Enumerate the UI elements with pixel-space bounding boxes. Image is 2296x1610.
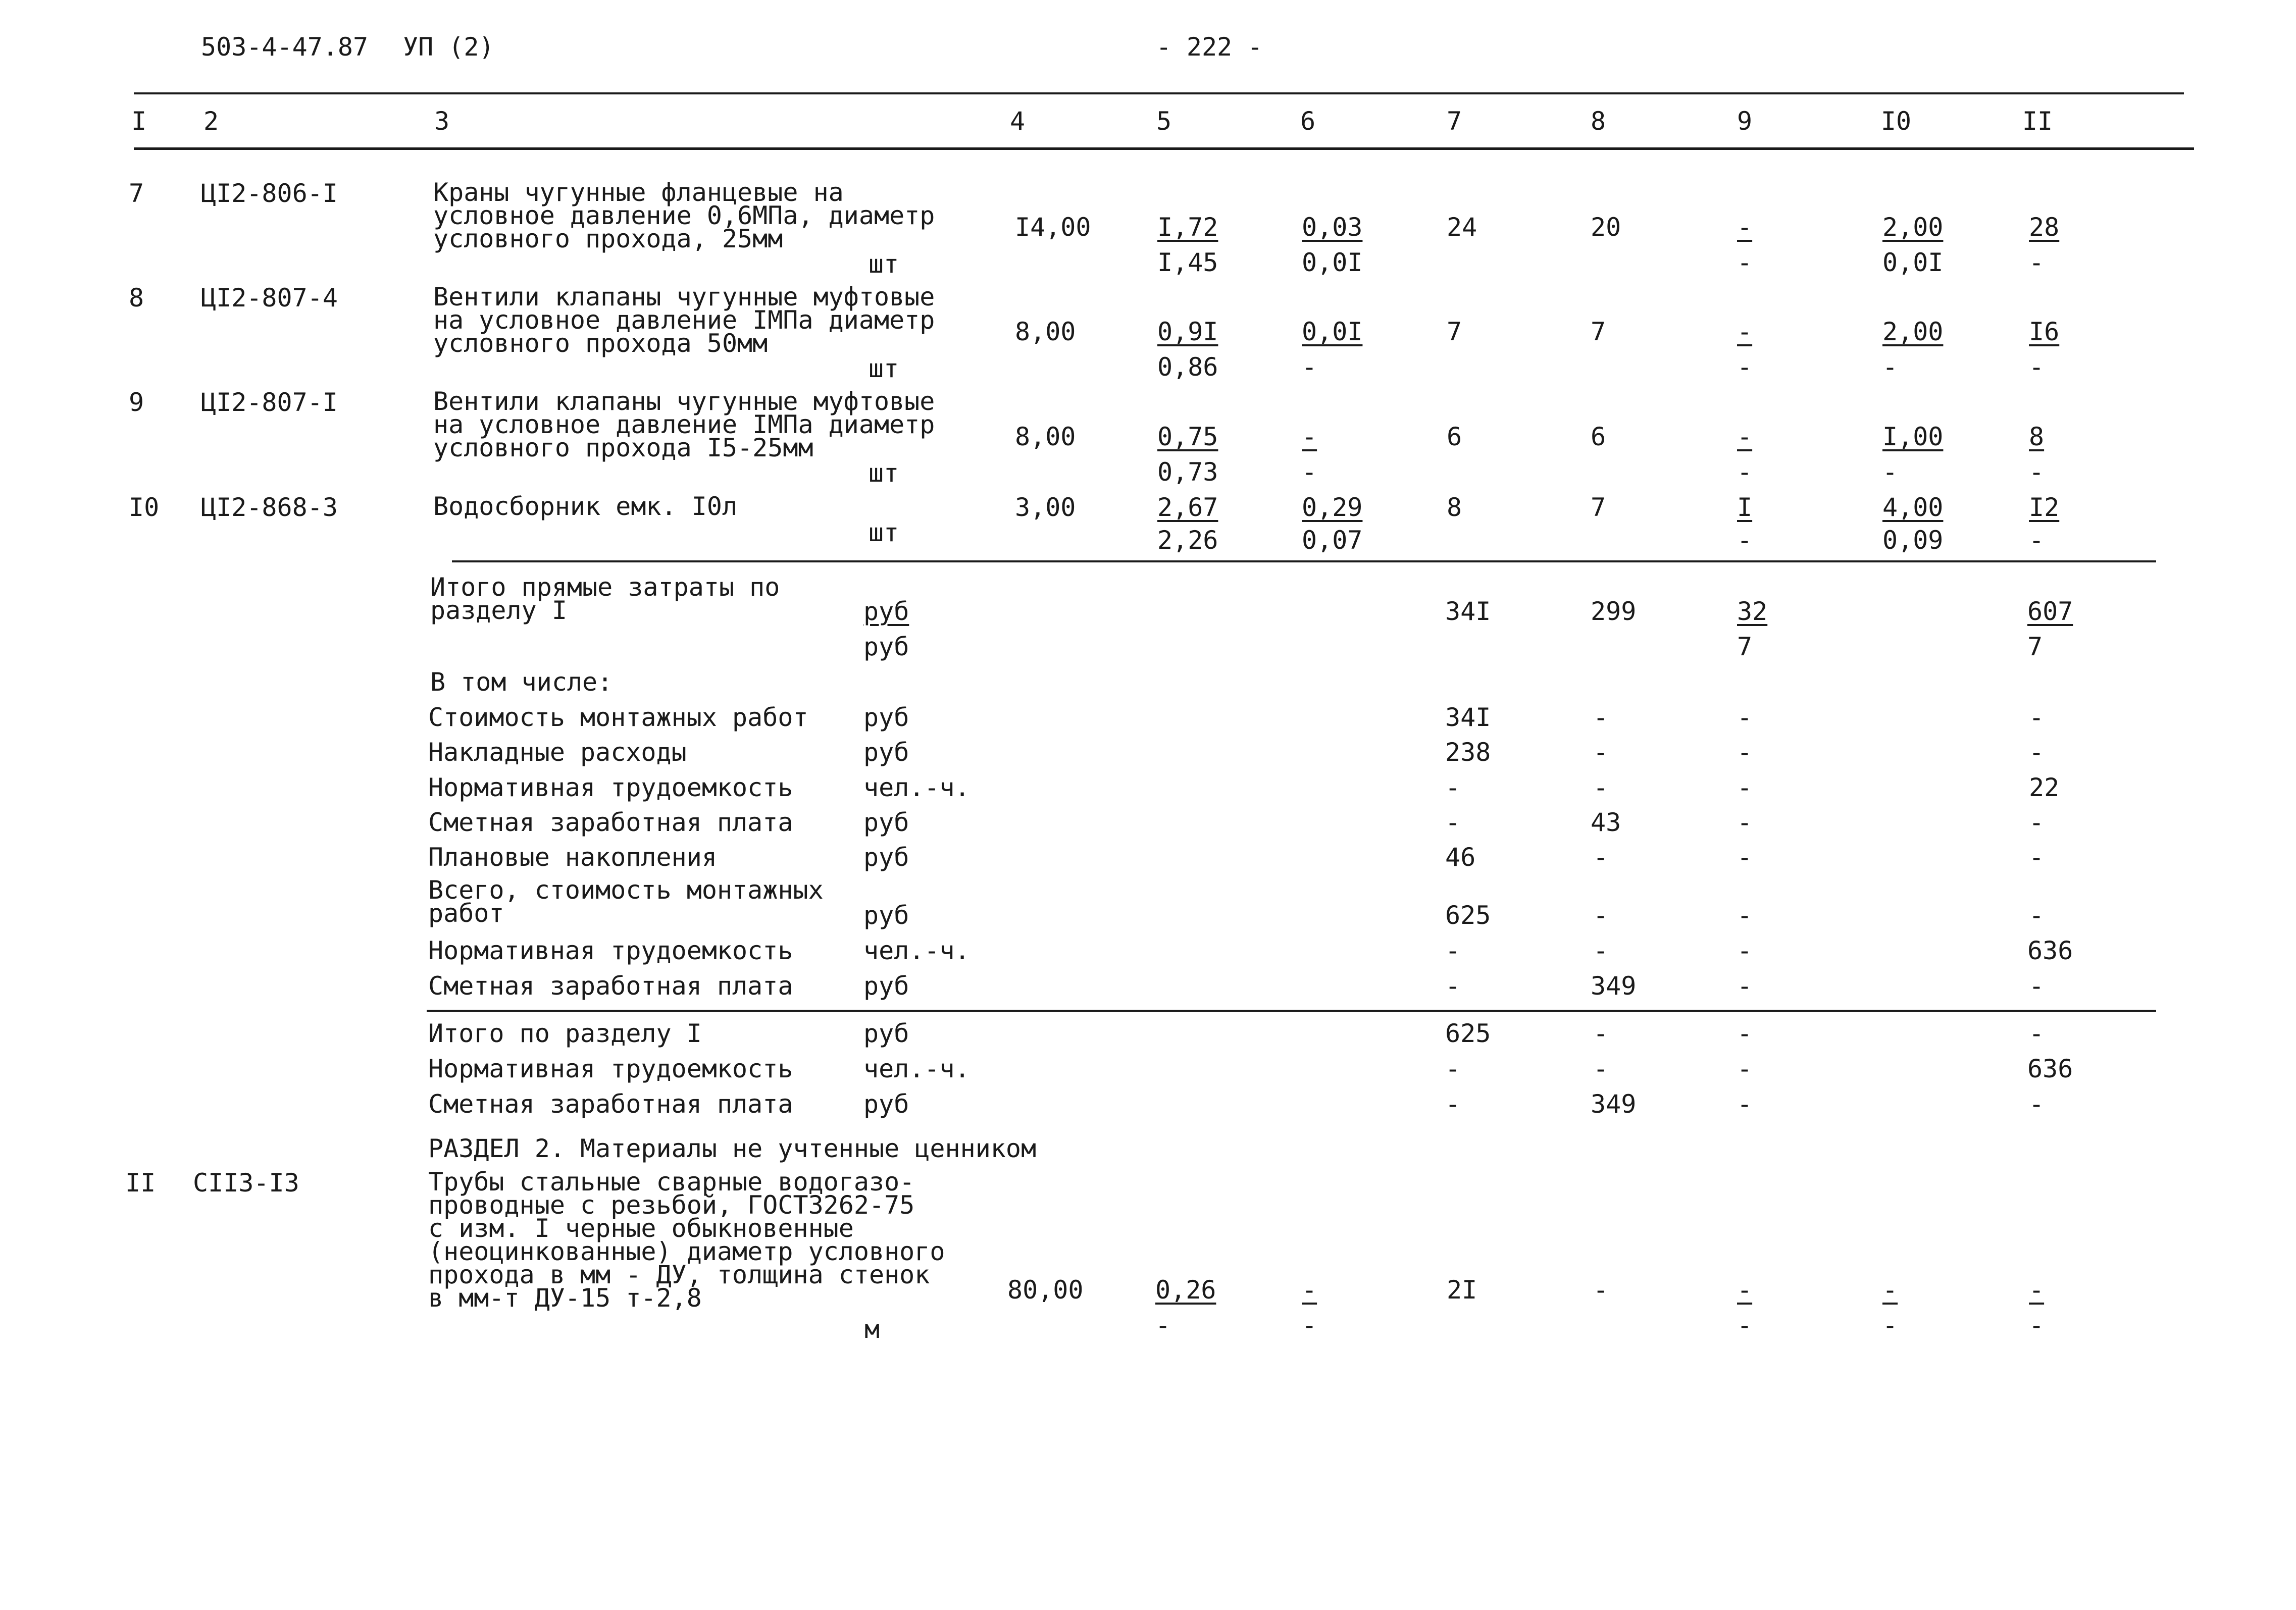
cell-c10-top: I,00 [1882,422,1944,451]
section-total-c7: - [1445,1054,1461,1083]
col-header-2: 2 [203,107,219,136]
section-total-label: Нормативная трудоемкость [428,1054,793,1083]
cell-c11-bottom: - [2029,526,2045,555]
breakdown-unit: руб [863,843,909,872]
cell-c6-bottom: 0,0I [1302,248,1363,277]
cell-c8: 6 [1591,422,1606,451]
section-total-c9: - [1737,1054,1753,1083]
section-total-unit: руб [863,1019,909,1048]
direct-costs-c11-bottom: 7 [2027,632,2043,661]
row-description: Водосборник емк. I0л [433,492,738,521]
breakdown-c8: - [1593,843,1609,872]
section-total-c8: - [1593,1019,1609,1048]
cell-c4: 3,00 [1015,493,1076,522]
total-installation-c8: - [1593,901,1609,930]
row-number: 9 [129,388,144,417]
cell-c10-bottom: 0,0I [1882,248,1944,277]
row-unit: шт [869,458,899,488]
section-total-c7: 625 [1445,1019,1491,1048]
direct-costs-c9-top: 32 [1737,597,1768,626]
cell-c7: 6 [1447,422,1462,451]
row-number: II [125,1168,156,1198]
breakdown-c9: - [1737,703,1753,732]
cell-c6-bottom: - [1302,352,1317,382]
direct-costs-c8: 299 [1591,597,1637,626]
breakdown-label: Сметная заработная плата [428,808,793,837]
section-total-c11: - [2029,1019,2045,1048]
cell-c10-top: - [1882,1275,1898,1305]
cell-c4: 8,00 [1015,317,1076,346]
breakdown-c7: - [1445,936,1461,965]
cell-c10-top: 2,00 [1882,213,1944,242]
cell-c6-top: 0,29 [1302,493,1363,522]
cell-c5-top: 0,75 [1157,422,1218,451]
row-description: Вентили клапаны чугунные муфтовые на условное давление IМПа диаметр условного прохода I5-25мм [433,387,935,462]
breakdown-label: Стоимость монтажных работ [428,703,808,732]
cell-c8: - [1593,1275,1609,1305]
breakdown-unit: руб [863,808,909,837]
cell-c9-bottom: - [1737,1311,1753,1340]
cell-c9-top: - [1737,422,1753,451]
breakdown-c8: - [1593,936,1609,965]
cell-c5-bottom: I,45 [1157,248,1218,277]
section-total-c7: - [1445,1089,1461,1119]
cell-c9-bottom: - [1737,248,1753,277]
row-code: ЦI2-807-4 [201,283,338,313]
breakdown-c9: - [1737,773,1753,802]
cell-c7: 8 [1447,493,1462,522]
breakdown-c11: - [2029,738,2045,767]
cell-c7: 7 [1447,317,1462,346]
row-code: ЦI2-807-I [201,388,338,417]
cell-c9-bottom: - [1737,457,1753,487]
breakdown-unit: руб [863,971,909,1001]
section-total-label: Сметная заработная плата [428,1089,793,1119]
cell-c5-top: 2,67 [1157,493,1218,522]
row-description: Трубы стальные сварные водогазо- проводные с резьбой, ГОСТ3262-75 с изм. I черные обыкновенные (неоцинкованные) диаметр условного прохода в мм - ДУ, толщина стенок в мм-т ДУ-15 т-2,8 [428,1167,945,1313]
cell-c9-bottom: - [1737,352,1753,382]
breakdown-label: Нормативная трудоемкость [428,773,793,802]
breakdown-label: Нормативная трудоемкость [428,936,793,965]
row-unit: м [864,1315,880,1344]
cell-c8: 20 [1591,213,1621,242]
cell-c6-bottom: 0,07 [1302,526,1363,555]
breakdown-c7: 238 [1445,738,1491,767]
cell-c11-top: 8 [2029,422,2045,451]
cell-c5-bottom: 0,86 [1157,352,1218,382]
row-code: ЦI2-868-3 [201,493,338,522]
total-installation-unit: руб [863,901,909,930]
breakdown-c9: - [1737,936,1753,965]
col-header-11: II [2022,107,2053,136]
cell-c10-bottom: - [1882,1311,1898,1340]
direct-costs-unit-2: руб [863,632,909,661]
section-total-c9: - [1737,1089,1753,1119]
cell-c5-bottom: 0,73 [1157,457,1218,487]
breakdown-c11: - [2029,843,2045,872]
cell-c5-top: 0,26 [1155,1275,1216,1305]
breakdown-label: Плановые накопления [428,843,717,872]
section-total-unit: чел.-ч. [863,1054,970,1083]
section-total-c11: 636 [2027,1054,2073,1083]
breakdown-c8: 349 [1591,971,1637,1001]
cell-c11-top: I2 [2029,493,2060,522]
page-number: - 222 - [1156,32,1263,62]
col-header-1: I [131,107,147,136]
cell-c4: 80,00 [1007,1275,1084,1305]
header-bottom-rule [134,147,2194,150]
cell-c11-bottom: - [2029,1311,2045,1340]
cell-c5-top: 0,9I [1157,317,1218,346]
cell-c11-bottom: - [2029,248,2045,277]
direct-costs-c11-top: 607 [2027,597,2073,626]
cell-c9-top: I [1737,493,1753,522]
breakdown-c9: - [1737,843,1753,872]
breakdown-label: Сметная заработная плата [428,971,793,1001]
breakdown-unit: руб [863,703,909,732]
breakdown-c7: - [1445,971,1461,1001]
subtotal-rule [452,560,2156,562]
breakdown-c8: - [1593,773,1609,802]
row-number: 8 [129,283,144,313]
breakdown-c7: 46 [1445,843,1476,872]
col-header-3: 3 [434,107,450,136]
cell-c11-top: - [2029,1275,2045,1305]
cell-c9-top: - [1737,317,1753,346]
cell-c10-top: 2,00 [1882,317,1944,346]
cell-c9-top: - [1737,213,1753,242]
section-total-c11: - [2029,1089,2045,1119]
breakdown-c9: - [1737,738,1753,767]
breakdown-unit: чел.-ч. [863,773,970,802]
total-installation-c9: - [1737,901,1753,930]
col-header-10: I0 [1880,107,1912,136]
col-header-7: 7 [1446,107,1462,136]
breakdown-c7: - [1445,808,1461,837]
cell-c5-bottom: - [1155,1311,1171,1340]
cell-c11-bottom: - [2029,457,2045,487]
breakdown-c11: - [2029,808,2045,837]
row-unit: шт [869,354,899,383]
breakdown-c7: - [1445,773,1461,802]
cell-c8: 7 [1591,493,1606,522]
col-header-8: 8 [1590,107,1606,136]
breakdown-unit: чел.-ч. [863,936,970,965]
cell-c4: 8,00 [1015,422,1076,451]
row-code: ЦI2-806-I [201,179,338,208]
section-total-c8: - [1593,1054,1609,1083]
breakdown-c11: 22 [2029,773,2060,802]
col-header-5: 5 [1156,107,1172,136]
cell-c5-bottom: 2,26 [1157,526,1218,555]
breakdown-c8: - [1593,703,1609,732]
section-total-unit: руб [863,1089,909,1119]
section-2-title: РАЗДЕЛ 2. Материалы не учтенные ценником [428,1134,1037,1163]
breakdown-label: Накладные расходы [428,738,687,767]
direct-costs-c9-bottom: 7 [1737,632,1753,661]
row-unit: шт [869,249,899,279]
row-number: 7 [129,179,144,208]
breakdown-c11: 636 [2027,936,2073,965]
cell-c9-bottom: - [1737,526,1753,555]
cell-c7: 2I [1447,1275,1477,1305]
cell-c6-bottom: - [1302,457,1317,487]
col-header-9: 9 [1737,107,1753,136]
row-code: СII3-I3 [193,1168,299,1198]
cell-c5-top: I,72 [1157,213,1218,242]
row-description: Краны чугунные фланцевые на условное давление 0,6МПа, диаметр условного прохода, 25мм [433,178,935,253]
cell-c10-bottom: 0,09 [1882,526,1944,555]
breakdown-c11: - [2029,971,2045,1001]
section-total-c8: 349 [1591,1089,1637,1119]
including-label: В том числе: [430,667,613,697]
cell-c6-bottom: - [1302,1311,1317,1340]
cell-c6-top: - [1302,1275,1317,1305]
breakdown-c8: - [1593,738,1609,767]
direct-costs-c7: 34I [1445,597,1491,626]
album-label: УП (2) [403,32,494,62]
cell-c6-top: - [1302,422,1317,451]
row-number: I0 [129,493,160,522]
col-header-6: 6 [1300,107,1316,136]
cell-c11-bottom: - [2029,352,2045,382]
section-total-label: Итого по разделу I [428,1019,702,1048]
table-top-rule [134,92,2184,94]
breakdown-c11: - [2029,703,2045,732]
breakdown-c9: - [1737,808,1753,837]
row-description: Вентили клапаны чугунные муфтовые на условное давление IМПа диаметр условного прохода 50мм [433,282,935,358]
cell-c6-top: 0,0I [1302,317,1363,346]
direct-costs-label: Итого прямые затраты по разделу I [430,573,780,625]
section-total-c9: - [1737,1019,1753,1048]
breakdown-c8: 43 [1591,808,1621,837]
cell-c10-bottom: - [1882,352,1898,382]
direct-costs-unit: руб [863,597,909,626]
document-code: 503-4-47.87 [201,32,369,62]
cell-c8: 7 [1591,317,1606,346]
cell-c11-top: I6 [2029,317,2060,346]
cell-c9-top: - [1737,1275,1753,1305]
row-unit: шт [869,518,899,547]
total-installation-c11: - [2029,901,2045,930]
cell-c7: 24 [1447,213,1477,242]
breakdown-unit: руб [863,738,909,767]
breakdown-c7: 34I [1445,703,1491,732]
section-total-rule [427,1010,2156,1012]
cell-c10-top: 4,00 [1882,493,1944,522]
breakdown-c9: - [1737,971,1753,1001]
cell-c6-top: 0,03 [1302,213,1363,242]
col-header-4: 4 [1009,107,1026,136]
cell-c10-bottom: - [1882,457,1898,487]
total-installation-c7: 625 [1445,901,1491,930]
cell-c11-top: 28 [2029,213,2060,242]
total-installation-label: Всего, стоимость монтажных работ [428,875,824,928]
cell-c4: I4,00 [1015,213,1091,242]
